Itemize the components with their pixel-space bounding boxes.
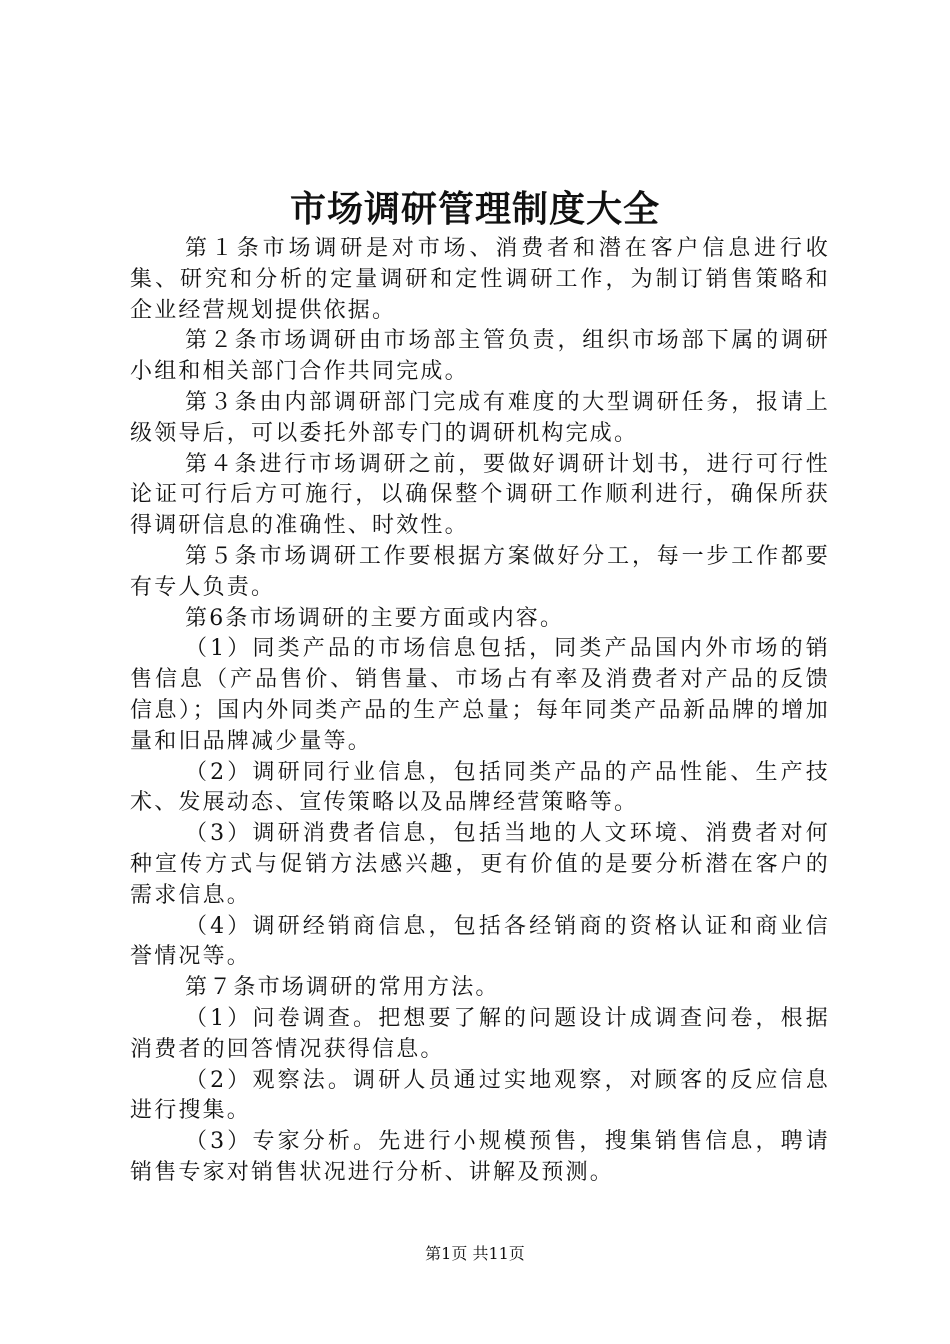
article-7-item-1: （1）问卷调查。把想要了解的问题设计成调查问卷，根据消费者的回答情况获得信息。: [130, 1005, 830, 1062]
article-7-item-2: （2）观察法。调研人员通过实地观察，对顾客的反应信息进行搜集。: [130, 1067, 830, 1124]
article-5-paragraph: 第５条市场调研工作要根据方案做好分工，每一步工作都要有专人负责。: [130, 543, 830, 600]
article-6-heading: 第6条市场调研的主要方面或内容。: [185, 605, 565, 631]
article-1-paragraph: 第１条市场调研是对市场、消费者和潜在客户信息进行收集、研究和分析的定量调研和定性调研工作，为制订销售策略和企业经营规划提供依据。: [130, 236, 830, 323]
article-3-paragraph: 第３条由内部调研部门完成有难度的大型调研任务，报请上级领导后，可以委托外部专门的调研机构完成。: [130, 389, 830, 446]
article-6-item-1: （1）同类产品的市场信息包括，同类产品国内外市场的销售信息（产品售价、销售量、市场占有率及消费者对产品的反馈信息）；国内外同类产品的生产总量；每年同类产品新品牌的增加量和旧品牌减少量等。: [130, 636, 830, 754]
page-number-footer: 第1页 共11页: [425, 1244, 525, 1263]
article-7-heading: 第７条市场调研的常用方法。: [185, 975, 500, 1001]
article-6-item-2: （2）调研同行业信息，包括同类产品的产品性能、生产技术、发展动态、宣传策略以及品牌经营策略等。: [130, 759, 830, 816]
article-4-paragraph: 第４条进行市场调研之前，要做好调研计划书，进行可行性论证可行后方可施行，以确保整个调研工作顺利进行，确保所获得调研信息的准确性、时效性。: [130, 451, 830, 539]
document-title: 市场调研管理制度大全: [289, 188, 660, 230]
article-6-item-4: （4）调研经销商信息，包括各经销商的资格认证和商业信誉情况等。: [130, 913, 830, 970]
article-6-item-3: （3）调研消费者信息，包括当地的人文环境、消费者对何种宣传方式与促销方法感兴趣，更有价值的是要分析潜在客户的需求信息。: [130, 821, 830, 908]
article-2-paragraph: 第２条市场调研由市场部主管负责，组织市场部下属的调研小组和相关部门合作共同完成。: [130, 328, 830, 385]
document-body: [130, 234, 830, 1189]
article-7-item-3: （3）专家分析。先进行小规模预售，搜集销售信息，聘请销售专家对销售状况进行分析、讲解及预测。: [130, 1129, 830, 1185]
